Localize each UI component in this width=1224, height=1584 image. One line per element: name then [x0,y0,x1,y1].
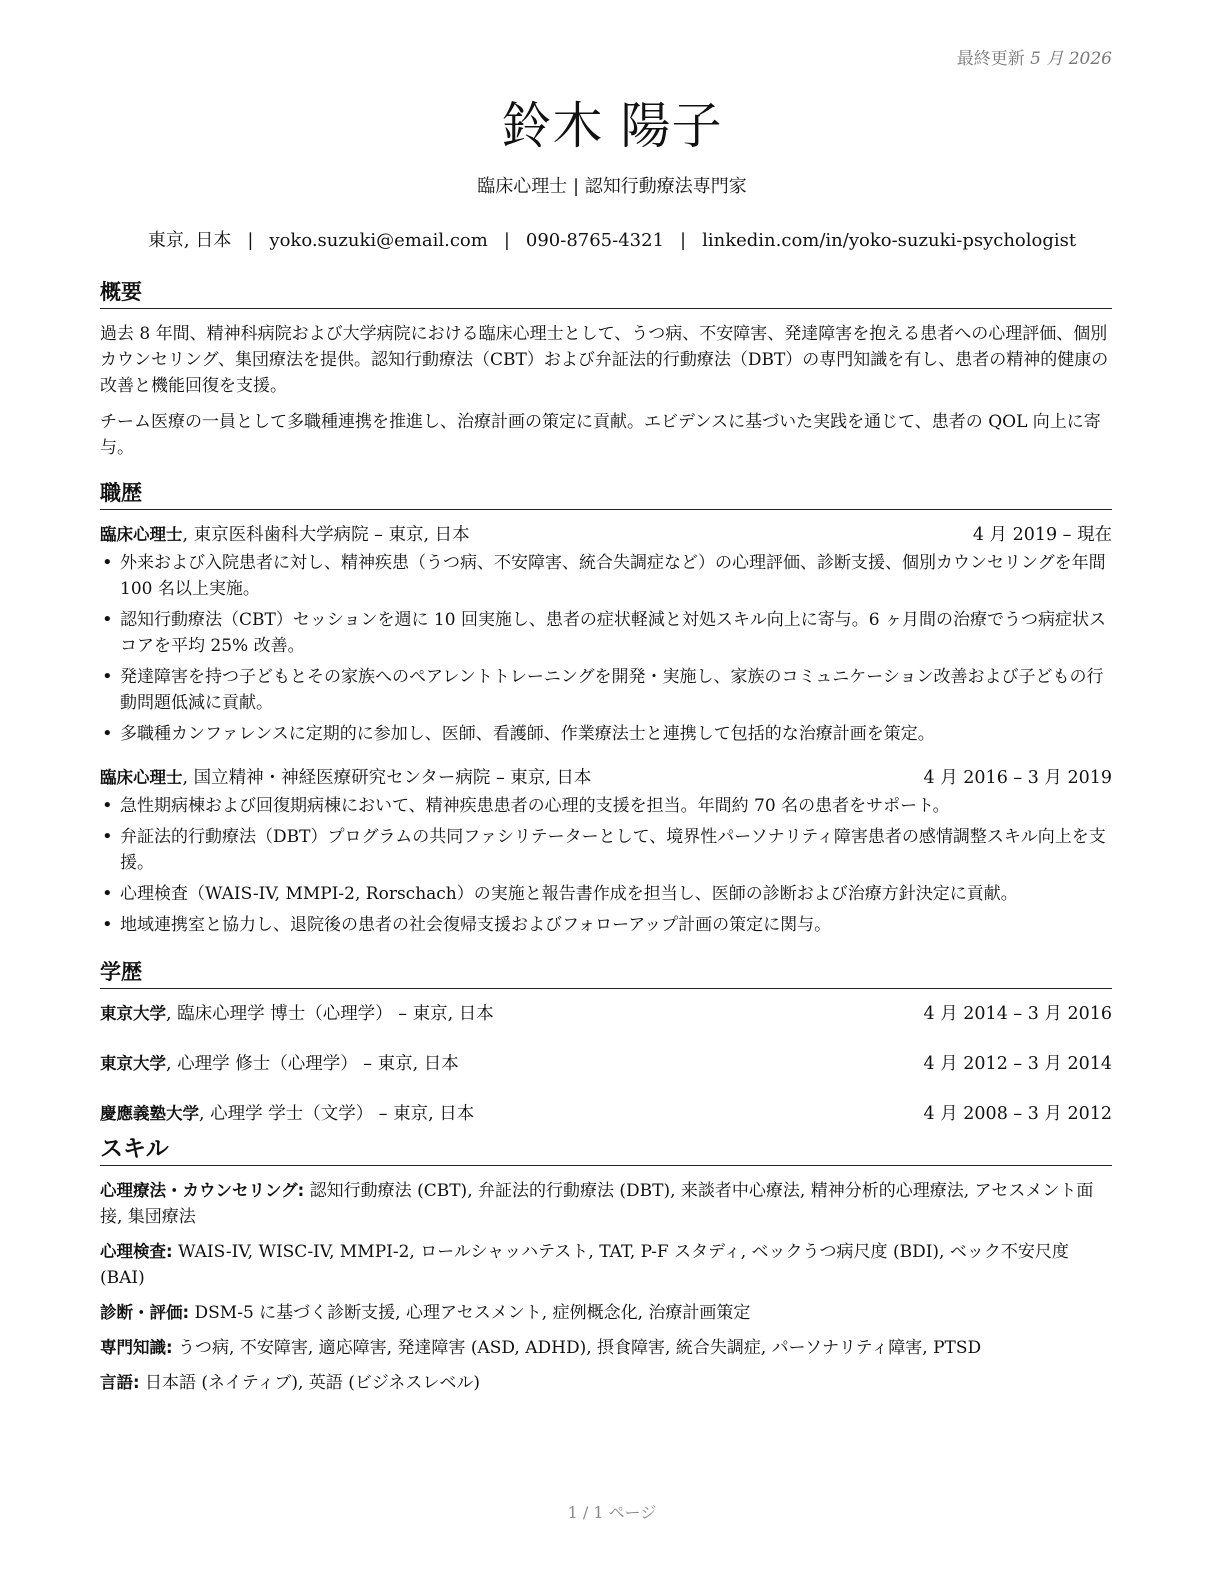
list-item: • 地域連携室と協力し、退院後の患者の社会復帰支援およびフォローアップ計画の策定に関与。 [120,912,1112,938]
skill-label: 心理検査: [100,1242,173,1261]
person-name: 鈴木 陽子 [501,97,723,155]
skill-row [100,1370,1112,1396]
job-org: , 東京医科歯科大学病院 – 東京, 日本 [182,525,470,545]
list-item: • 心理検査（WAIS-IV, MMPI-2, Rorschach）の実施と報告書作成を担当し、医師の診断および治療方針決定に貢献。 [120,881,1112,907]
skill-row [100,1178,1112,1230]
job-bullets [100,550,1112,747]
section-heading-experience: 職歴 [100,479,1112,510]
education-item [100,1001,1112,1027]
job-dates: 4 月 2016 – 3 月 2019 [923,768,1112,788]
list-item: • 多職種カンファレンスに定期的に参加し、医師、看護師、作業療法士と連携して包括的な治療計画を策定。 [120,721,1112,747]
skill-text: DSM-5 に基づく診断支援, 心理アセスメント, 症例概念化, 治療計画策定 [189,1303,751,1323]
contact-phone[interactable]: 090-8765-4321 [525,230,665,251]
skill-text: WAIS-IV, WISC-IV, MMPI-2, ロールシャッハテスト, TAT, P-F スタディ, ベックうつ病尺度 (BDI), ベック不安尺度 (BAI) [100,1242,1069,1288]
skill-label: 言語: [100,1373,140,1392]
degree-detail: , 心理学 修士（心理学） – 東京, 日本 [166,1054,459,1074]
page-number: 1 / 1 ページ [567,1503,657,1522]
education-item [100,1051,1112,1077]
contact-separator: | [247,230,254,251]
list-item: • 弁証法的行動療法（DBT）プログラムの共同ファシリテーターとして、境界性パーソナリティ障害患者の感情調整スキル向上を支援。 [120,824,1112,876]
skill-text: 日本語 (ネイティブ), 英語 (ビジネスレベル) [139,1373,480,1393]
education-dates: 4 月 2012 – 3 月 2014 [923,1054,1112,1074]
skill-label: 診断・評価: [100,1303,190,1322]
job-org: , 国立精神・神経医療研究センター病院 – 東京, 日本 [182,768,592,788]
skill-row [100,1335,1112,1361]
skill-row [100,1300,1112,1326]
skill-label: 心理療法・カウンセリング: [100,1181,305,1200]
list-item: • 急性期病棟および回復期病棟において、精神疾患患者の心理的支援を担当。年間約 70 名の患者をサポート。 [120,793,1112,819]
job-header [100,522,1112,548]
school-name: 東京大学 [100,1004,166,1023]
section-heading-summary: 概要 [100,278,1112,309]
job-header [100,765,1112,791]
contact-separator: | [680,230,687,251]
job-dates: 4 月 2019 – 現在 [972,525,1112,545]
summary-paragraph: 過去 8 年間、精神科病院および大学病院における臨床心理士として、うつ病、不安障害、発達障害を抱える患者への心理評価、個別カウンセリング、集団療法を提供。認知行動療法（CBT）および弁証法的行動療法（DBT）の専門知識を有し、患者の精神的健康の改善と機能回復を支援。 [100,324,1109,396]
skill-text: 認知行動療法 (CBT), 弁証法的行動療法 (DBT), 来談者中心療法, 精神分析的心理療法, アセスメント面接, 集団療法 [100,1181,1094,1227]
list-item: • 発達障害を持つ子どもとその家族へのペアレントトレーニングを開発・実施し、家族のコミュニケーション改善および子どもの行動問題低減に貢献。 [120,664,1112,716]
school-name: 慶應義塾大学 [100,1104,199,1123]
list-item: • 認知行動療法（CBT）セッションを週に 10 回実施し、患者の症状軽減と対処スキル向上に寄与。6 ヶ月間の治療でうつ病症状スコアを平均 25% 改善。 [120,607,1112,659]
degree-detail: , 臨床心理学 博士（心理学） – 東京, 日本 [166,1004,494,1024]
summary-paragraph: チーム医療の一員として多職種連携を推進し、治療計画の策定に貢献。エビデンスに基づいた実践を通じて、患者の QOL 向上に寄与。 [100,412,1101,458]
list-item: • 外来および入院患者に対し、精神疾患（うつ病、不安障害、統合失調症など）の心理評価、診断支援、個別カウンセリングを年間 100 名以上実施。 [120,550,1112,602]
skill-text: うつ病, 不安障害, 適応障害, 発達障害 (ASD, ADHD), 摂食障害, 統合失調症, パーソナリティ障害, PTSD [172,1338,982,1358]
education-dates: 4 月 2014 – 3 月 2016 [923,1004,1112,1024]
professional-title: 臨床心理士 | 認知行動療法専門家 [477,176,747,197]
job-role: 臨床心理士 [100,525,183,544]
contact-location: 東京, 日本 [147,230,232,251]
job-bullets [100,793,1112,938]
last-updated: 最終更新 5 月 2026 [956,49,1112,69]
resume-content [100,278,1112,1405]
section-heading-skills: スキル [100,1135,1112,1166]
contact-separator: | [503,230,510,251]
degree-detail: , 心理学 学士（文学） – 東京, 日本 [199,1104,475,1124]
section-heading-education: 学歴 [100,958,1112,989]
education-item [100,1101,1112,1127]
skill-label: 専門知識: [100,1338,173,1357]
job-role: 臨床心理士 [100,768,183,787]
contact-email[interactable]: yoko.suzuki@email.com [269,230,488,251]
contact-line [0,226,1224,252]
skill-row [100,1239,1112,1291]
school-name: 東京大学 [100,1054,166,1073]
education-dates: 4 月 2008 – 3 月 2012 [923,1104,1112,1124]
contact-linkedin[interactable]: linkedin.com/in/yoko-suzuki-psychologist [702,230,1077,251]
